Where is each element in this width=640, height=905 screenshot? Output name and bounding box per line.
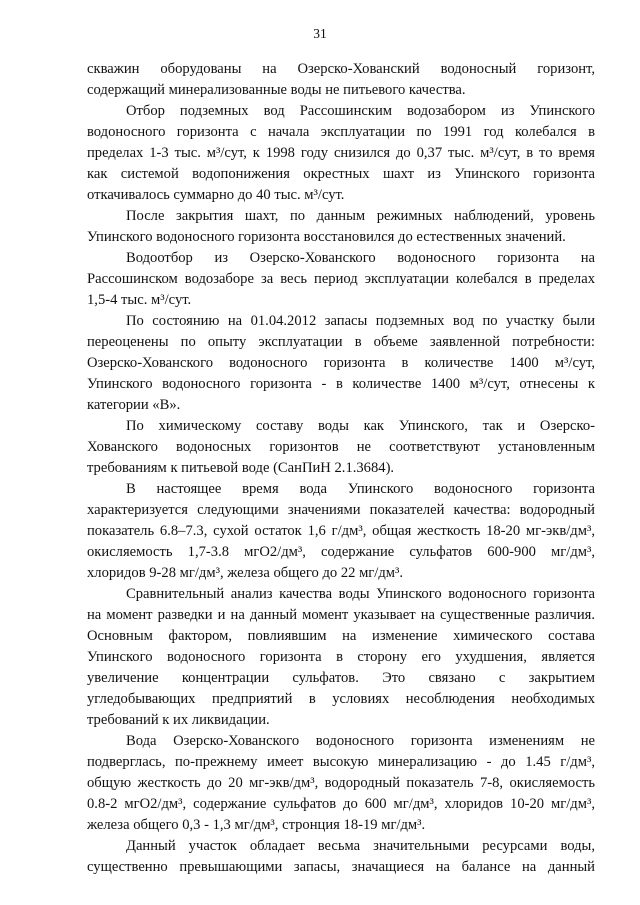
text-line: откачивалось суммарно до 40 тыс. м³/сут. [87,187,345,203]
text-line: По химическому составу воды как Упинского, так и Озерско- [126,418,595,434]
text-line: Сравнительный анализ качества воды Упинского водоносного горизонта [126,586,595,602]
text-line: 0.8-2 мгО2/дм³, содержание сульфатов до 600 мг/дм³, хлоридов 10-20 мг/дм³, [87,796,595,812]
text-line: Упинского водоносного горизонта восстановился до естественных значений. [87,229,566,245]
text-line: как системой водопонижения окрестных шахт из Упинского горизонта [87,166,595,182]
text-line: переоценены по опыту эксплуатации в объеме заявленной потребности: [87,334,595,350]
text-line: Вода Озерско-Хованского водоносного горизонта изменениям не [126,733,595,749]
text-line: В настоящее время вода Упинского водоносного горизонта [126,481,595,497]
text-line: Данный участок обладает весьма значительными ресурсами воды, [126,838,595,854]
text-line: показатель 6.8–7.3, сухой остаток 1,6 г/дм³, общая жесткость 18-20 мг-экв/дм³, [87,523,595,539]
text-line: водоносного горизонта с начала эксплуатации по 1991 год колебался в [87,124,595,140]
text-line: Озерско-Хованского водоносного горизонта в количестве 1400 м³/сут, [87,355,595,371]
text-line: хлоридов 9-28 мг/дм³, железа общего до 22 мг/дм³. [87,565,404,581]
text-line: требований к их ликвидации. [87,712,270,728]
text-line: Упинского водоносного горизонта - в количестве 1400 м³/сут, отнесены к [87,376,595,392]
text-line: подверглась, по-прежнему имеет высокую минерализацию - до 1.45 г/дм³, [87,754,595,770]
text-line: увеличение концентрации сульфатов. Это связано с закрытием [87,670,595,686]
text-line: 1,5-4 тыс. м³/сут. [87,292,192,308]
text-line: требованиям к питьевой воде (СанПиН 2.1.3684). [87,460,395,476]
text-line: Упинского водоносного горизонта в сторону его ухудшения, является [87,649,595,665]
text-line: содержащий минерализованные воды не питьевого качества. [87,82,466,98]
text-line: После закрытия шахт, по данным режимных наблюдений, уровень [126,208,595,224]
text-line: на момент разведки и на данный момент указывает на существенные различия. [87,607,595,623]
text-line: Водоотбор из Озерско-Хованского водоносного горизонта на [126,250,595,266]
text-line: железа общего 0,3 - 1,3 мг/дм³, стронция 18-19 мг/дм³. [87,817,426,833]
text-line: пределах 1-3 тыс. м³/сут, к 1998 году снизился до 0,37 тыс. м³/сут, в то время [87,145,595,161]
text-line: угледобывающих предприятий в условиях несоблюдения необходимых [87,691,595,707]
text-line: Хованского водоносных горизонтов не соответствуют установленным [87,439,595,455]
text-line: категории «В». [87,397,181,413]
text-line: окисляемость 1,7-3.8 мгО2/дм³, содержание сульфатов 600-900 мг/дм³, [87,544,595,560]
text-line: Рассошинском водозаборе за весь период эксплуатации колебался в пределах [87,271,595,287]
text-line: Отбор подземных вод Рассошинским водозабором из Упинского [126,103,595,119]
text-line: общую жесткость до 20 мг-экв/дм³, водородный показатель 7-8, окисляемость [87,775,595,791]
text-line: характеризуется следующими значениями показателей качества: водородный [87,502,595,518]
text-line: По состоянию на 01.04.2012 запасы подземных вод по участку были [126,313,595,329]
text-line: Основным фактором, повлиявшим на изменение химического состава [87,628,595,644]
page-number: 31 [313,26,327,41]
text-line: скважин оборудованы на Озерско-Хованский водоносный горизонт, [87,61,595,77]
text-line: существенно превышающими запасы, значащиеся на балансе на данный [87,859,595,875]
